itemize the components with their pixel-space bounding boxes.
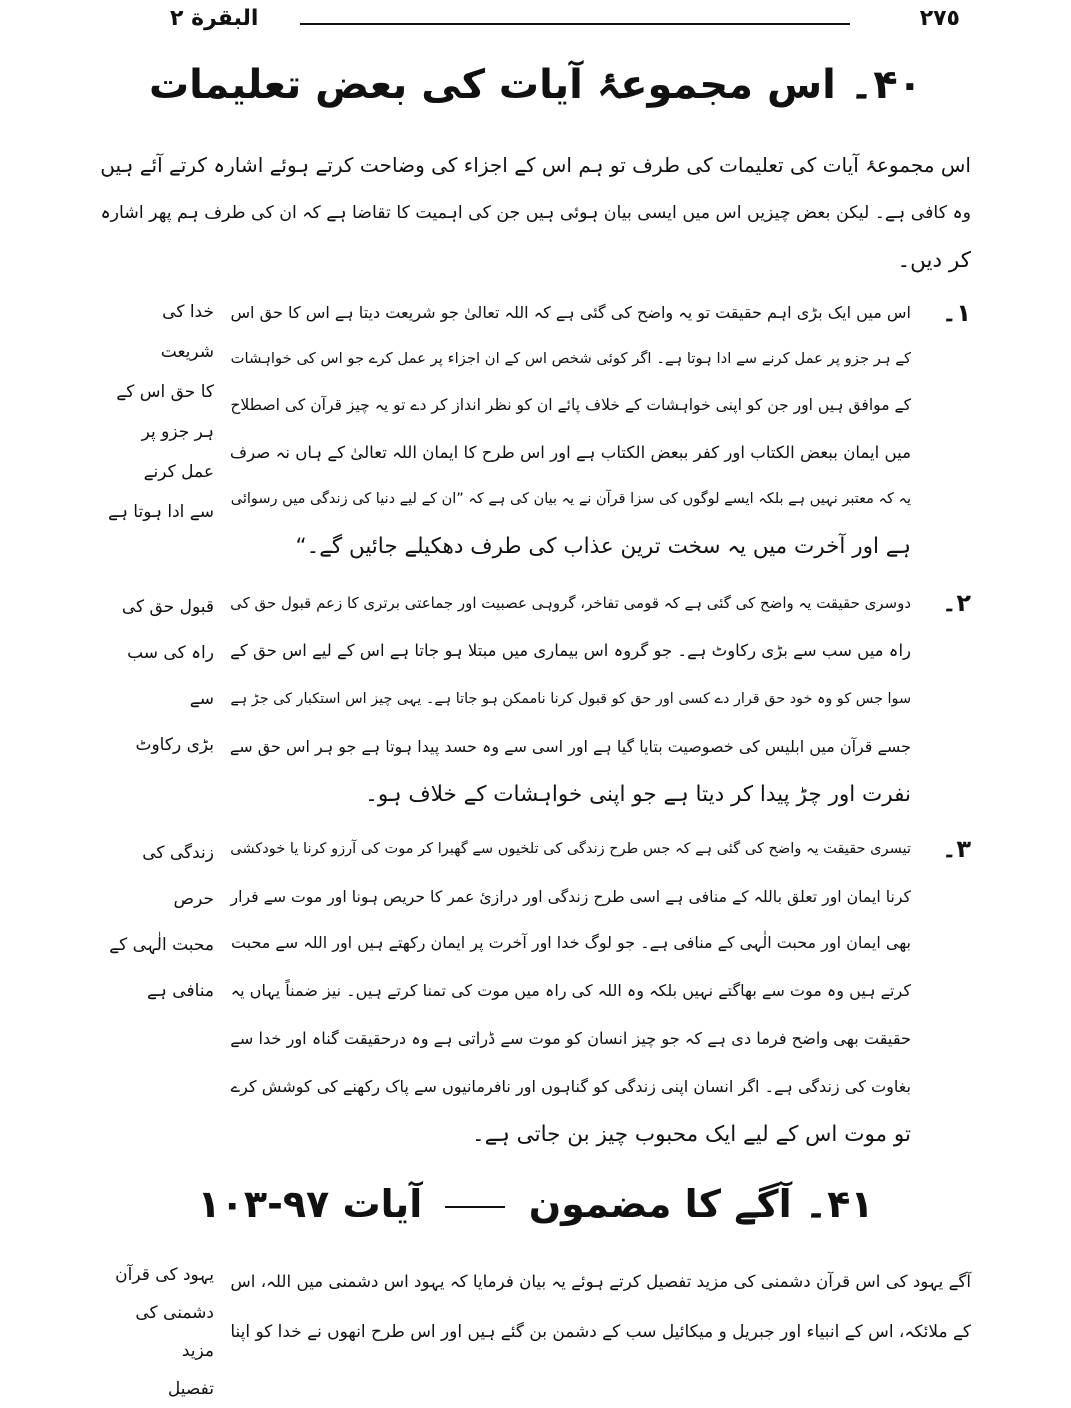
margin-note bbox=[104, 1256, 214, 1408]
margin-note-line: خدا کی شریعت bbox=[160, 302, 214, 362]
intro-line: اس مجموعۂ آیات کی تعلیمات کی طرف تو ہم اس کے اجزاء کی وضاحت کرتے ہوئے اشارہ کرتے آئے ہیں bbox=[100, 153, 971, 177]
margin-note-line: تفصیل bbox=[167, 1379, 214, 1399]
margin-note-line: قبول حق کی bbox=[121, 597, 214, 617]
paragraph-line: کرتے ہیں وہ موت سے بھاگتے نہیں بلکہ وہ اللہ کی راہ میں موت کی تمنا کرتے ہیں۔ نیز ضمناً یہاں یہ bbox=[230, 981, 911, 1000]
running-header bbox=[160, 6, 960, 40]
margin-note bbox=[104, 584, 214, 768]
paragraph-line: ہے اور آخرت میں یہ سخت ترین عذاب کی طرف دھکیلے جائیں گے۔“ bbox=[295, 534, 911, 559]
section-41-title: ۴۱۔ آگے کا مضمون bbox=[528, 1182, 874, 1226]
margin-note-line: راہ کی سب سے bbox=[127, 643, 214, 709]
section-41-heading bbox=[0, 1182, 1071, 1226]
paragraph-line: آگے یہود کی اس قرآن دشمنی کی مزید تفصیل کرتے ہوئے یہ بیان فرمایا کہ یہود اس دشمنی میں اللہ، اس bbox=[230, 1271, 971, 1291]
header-surah-title: البقرة ٢ bbox=[170, 6, 259, 31]
margin-note-line: زندگی کی حرص bbox=[142, 843, 214, 909]
paragraph-line: میں ایمان ببعض الکتاب اور کفر ببعض الکتاب ہے اور اس طرح کا ایمان اللہ تعالیٰ کے ہاں نہ صرف bbox=[229, 443, 911, 462]
margin-note-line: محبت الٰہی کے bbox=[109, 935, 214, 955]
margin-note-line: بڑی رکاوٹ bbox=[135, 735, 214, 755]
section-41-verses: آیات ۹۷-۱۰۳ bbox=[197, 1182, 423, 1226]
paragraph-line: اس میں ایک بڑی اہم حقیقت تو یہ واضح کی گئی ہے کہ اللہ تعالیٰ جو شریعت دیتا ہے اس کا حق اس bbox=[230, 303, 911, 322]
margin-note-line: دشمنی کی مزید bbox=[135, 1303, 214, 1361]
section-40-heading: ۴۰۔ اس مجموعۂ آیات کی بعض تعلیمات bbox=[148, 62, 923, 108]
margin-note-line: کا حق اس کے bbox=[116, 382, 214, 402]
paragraph-line: کے موافق ہیں اور جن کو اپنی خواہشات کے خلاف پائے ان کو نظر انداز کر دے تو یہ چیز قرآن کی اصطلاح bbox=[230, 396, 911, 414]
paragraph-line: کے ملائکہ، اس کے انبیاء اور جبریل و میکائیل سب کے دشمن بن گئے ہیں اور اس طرح انھوں نے خدا کو اپنا bbox=[230, 1321, 971, 1341]
point-number: ۲۔ bbox=[942, 589, 971, 617]
paragraph-line: تیسری حقیقت یہ واضح کی گئی ہے کہ جس طرح زندگی کی تلخیوں سے گھبرا کر موت کی آرزو کرنا یا خودکشی bbox=[230, 840, 911, 857]
intro-line: کر دیں۔ bbox=[897, 248, 971, 273]
paragraph-line: کرنا ایمان اور تعلق باللہ کے منافی ہے اسی طرح زندگی اور درازئ عمر کا حریص ہونا اور موت سے فرار bbox=[230, 887, 911, 906]
margin-note-line: ہر جزو پر عمل کرنے bbox=[141, 422, 214, 482]
margin-note-line: منافی ہے bbox=[146, 981, 214, 1001]
margin-note-line: سے ادا ہوتا ہے bbox=[107, 502, 214, 522]
heading-dash bbox=[445, 1206, 505, 1208]
intro-line: وہ کافی ہے۔ لیکن بعض چیزیں اس میں ایسی بیان ہوئی ہیں جن کی اہمیت کا تقاضا ہے کہ ان کی طرف ہم پھر اشارہ bbox=[100, 203, 971, 223]
paragraph-line: تو موت اس کے لیے ایک محبوب چیز بن جاتی ہے۔ bbox=[472, 1122, 911, 1147]
point-number: ۱۔ bbox=[942, 299, 971, 327]
header-rule bbox=[300, 23, 850, 25]
paragraph-line: نفرت اور چڑ پیدا کر دیتا ہے جو اپنی خواہشات کے خلاف ہو۔ bbox=[365, 782, 911, 807]
paragraph-line: حقیقت بھی واضح فرما دی ہے کہ جو چیز انسان کو موت سے ڈراتی ہے وہ درحقیقت گناہ اور خدا سے bbox=[230, 1029, 911, 1048]
paragraph-line: جسے قرآن میں ابلیس کی خصوصیت بتایا گیا ہے اور اسی سے وہ حسد پیدا ہوتا ہے جو ہر اس حق سے bbox=[229, 737, 911, 756]
paragraph-line: یہ کہ معتبر نہیں ہے بلکہ ایسے لوگوں کی سزا قرآن نے یہ بیان کی ہے کہ ”ان کے لیے دنیا کی زندگی میں رسوائی bbox=[230, 491, 911, 507]
paragraph-line: دوسری حقیقت یہ واضح کی گئی ہے کہ قومی تفاخر، گروہی عصبیت اور جماعتی برتری کا زعم قبول حق کی bbox=[230, 594, 911, 612]
paragraph-line: کے ہر جزو پر عمل کرنے سے ادا ہوتا ہے۔ اگر کوئی شخص اس کے ان اجزاء پر عمل کرے جو اس کی خواہشات bbox=[230, 350, 911, 367]
margin-note-line: یہود کی قرآن bbox=[115, 1265, 214, 1285]
margin-note bbox=[104, 830, 214, 1014]
header-page-number: ٢٧٥ bbox=[919, 6, 960, 31]
paragraph-line: راہ میں سب سے بڑی رکاوٹ ہے۔ جو گروہ اس بیماری میں مبتلا ہو جاتا ہے اس کے لیے اس حق کے bbox=[230, 641, 911, 660]
paragraph-line: بغاوت کی زندگی ہے۔ اگر انسان اپنی زندگی کو گناہوں اور نافرمانیوں سے پاک رکھنے کی کوشش کرے bbox=[230, 1077, 911, 1096]
paragraph-line: سوا جس کو وہ خود حق قرار دے کسی اور حق کو قبول کرنا ناممکن ہو جاتا ہے۔ یہی چیز اس استکبار کی جڑ ہے bbox=[230, 691, 911, 707]
margin-note bbox=[104, 292, 214, 532]
paragraph-line: بھی ایمان اور محبت الٰہی کے منافی ہے۔ جو لوگ خدا اور آخرت پر ایمان رکھتے ہیں اور اللہ سے محبت bbox=[230, 933, 911, 952]
point-number: ۳۔ bbox=[942, 835, 971, 863]
